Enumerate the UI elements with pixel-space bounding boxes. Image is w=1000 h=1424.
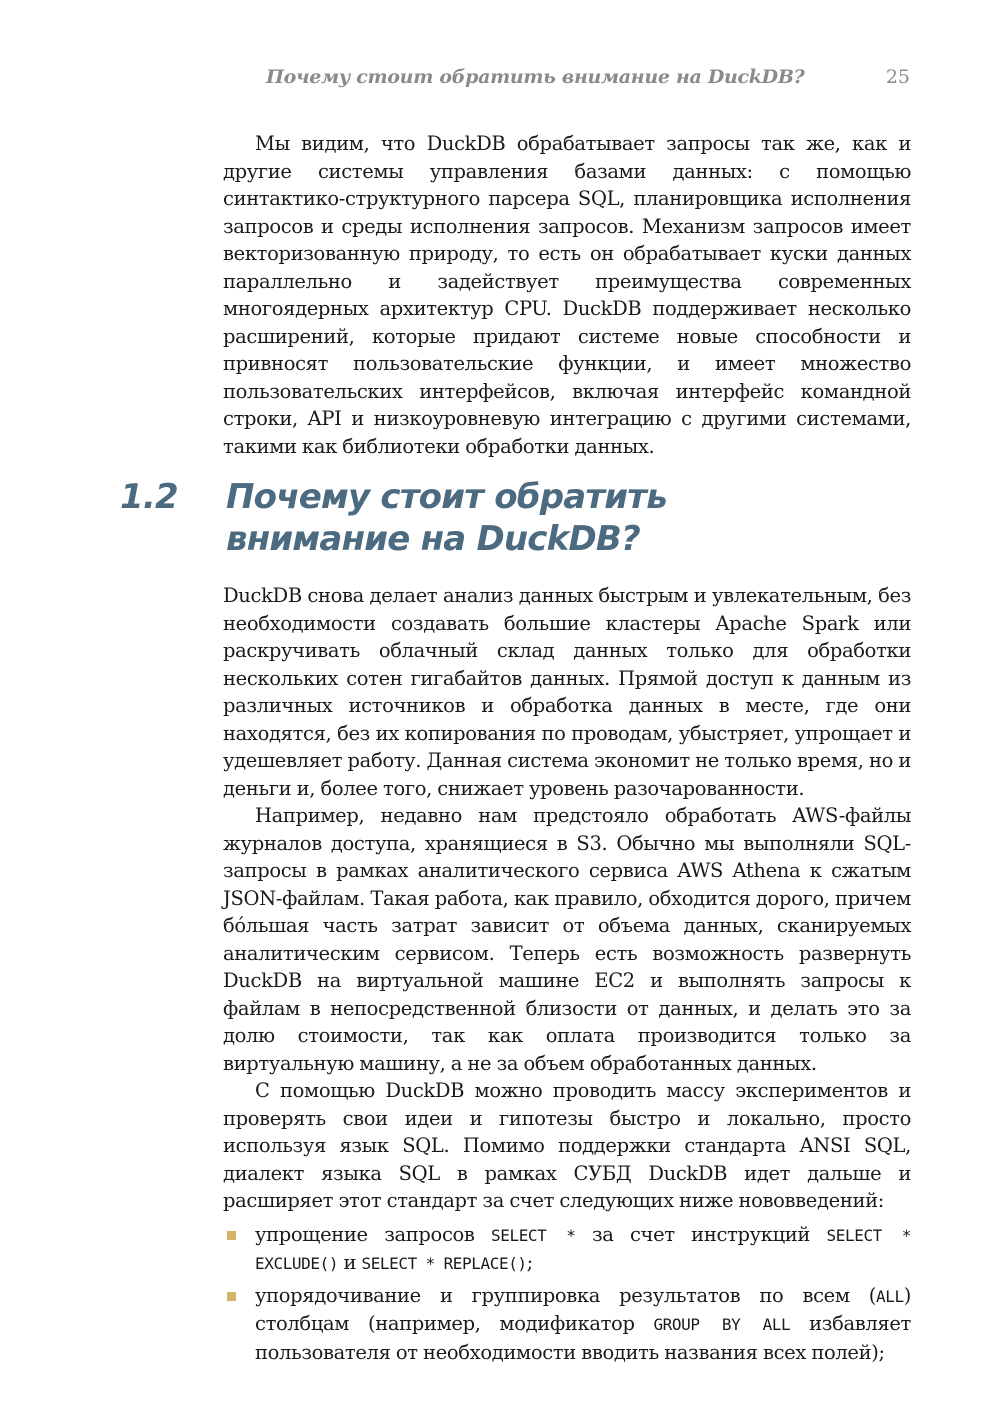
bullet-code: ALL [876,1286,904,1306]
bullet-text: ; [526,1251,533,1274]
bullet-marker [227,1231,236,1240]
bullet-text: и [338,1251,362,1274]
bullet-code: SELECT * REPLACE() [361,1254,527,1273]
section-body [223,582,911,1370]
paragraph-3: С помощью DuckDB можно проводить массу экспериментов и проверять свои идеи и гипотезы быстро и локально, просто используя язык SQL. Помимо поддержки стандарта ANSI SQL, диалект языка SQL в рамках СУБД DuckDB идет дальше и расширяет этот стандарт за счет следующих ниже нововведений: [223,1079,911,1212]
running-title: Почему стоит обратить внимание на DuckDB? [266,66,805,88]
paragraph-2: Например, недавно нам предстояло обработать AWS-файлы журналов доступа, хранящиеся в S3. Обычно мы выполняли SQL-запросы в рамках аналитического сервиса AWS Athena к сжатым JSON-файлам. Такая работа, как правило, обходится дорого, причем бóльшая часть затрат зависит от объема данных, сканируемых аналитическим сервисом. Теперь есть возможность развернуть DuckDB на виртуальной машине EC2 и выполнять запросы к файлам в непосредственной близости от данных, и делать это за долю стоимости, так как оплата производится только за виртуальную машину, а не за объем обработанных данных. [223,804,911,1075]
bullet-text: избавляет пользователя от необходимости вводить названия всех полей); [255,1312,911,1364]
page-number: 25 [885,66,910,88]
section-number: 1.2 [120,477,178,517]
bullet-text: за счет инструкций [575,1222,827,1246]
bullet-text: упорядочивание и группировка результатов по всем ( [255,1283,877,1307]
intro-paragraph: Мы видим, что DuckDB обрабатывает запросы так же, как и другие системы управления базами данных: с помощью синтактико-структурного парсера SQL, планировщика исполнения запросов и среды исполнения запросов. Механизм запросов имеет векторизованную природу, то есть он обрабатывает куски данных параллельно и задействует преимущества современных многоядерных архитектур CPU. DuckDB поддерживает несколько расширений, которые придают системе новые способности и привносят пользовательские функции, и имеет множество пользовательских интерфейсов, включая интерфейс командной строки, API и низкоуровневую интеграцию с другими системами, такими как библиотеки обработки данных. [223,132,911,458]
bullet-marker [227,1292,236,1301]
bullet-text: упрощение запросов [255,1222,491,1246]
list-item [223,1282,911,1367]
running-head [266,66,910,96]
bullet-text: ) столбцам (например, модификатор [255,1283,911,1335]
feature-list [223,1221,911,1367]
list-item [223,1221,911,1278]
bullet-code: GROUP BY ALL [653,1315,791,1334]
paragraph-1: DuckDB снова делает анализ данных быстрым и увлекательным, без необходимости создавать большие кластеры Apache Spark или раскручивать облачный склад данных только для обработки нескольких сотен гигабайтов данных. Прямой доступ к данным из различных источников и обработка данных в месте, где они находятся, без их копирования по проводам, убыстряет, упрощает и удешевляет работу. Данная система экономит не только время, но и деньги и, более того, снижает уровень разочарованности. [223,584,911,800]
intro-section [223,130,911,460]
section-title: Почему стоит обратить внимание на DuckDB? [226,477,667,559]
bullet-code: SELECT * [491,1225,576,1245]
bullet-code: SELECT * EXCLUDE() [255,1225,911,1273]
section-heading [120,476,920,586]
